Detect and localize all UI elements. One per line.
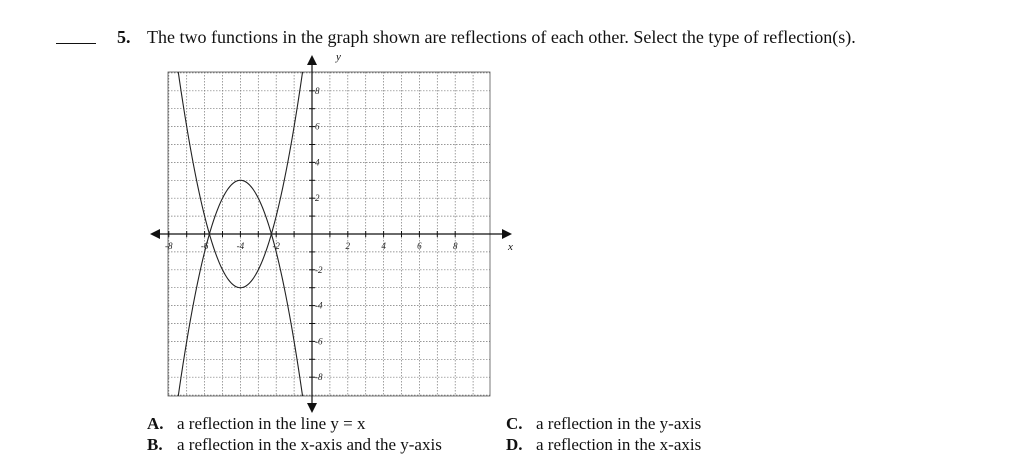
y-axis-label: y [336, 51, 341, 63]
x-tick-label: 8 [452, 241, 458, 251]
x-tick-label: 2 [345, 241, 351, 251]
choice-d-letter: D. [506, 435, 523, 454]
choice-c-letter: C. [506, 414, 523, 433]
y-axis-down-arrow [307, 403, 317, 413]
y-tick-label: 2 [315, 193, 320, 204]
question-number: 5. [117, 27, 131, 47]
x-tick-label: -2 [272, 241, 280, 251]
choice-b[interactable] [147, 435, 442, 455]
y-tick-label: 8 [315, 85, 320, 96]
choice-c-text: a reflection in the y-axis [536, 414, 702, 433]
x-axis-label: x [508, 241, 513, 253]
x-axis-right-arrow [502, 229, 512, 239]
question-text: The two functions in the graph shown are reflections of each other. Select the type of reflection(s). [147, 27, 856, 47]
choice-a[interactable] [147, 414, 366, 434]
choice-b-text: a reflection in the x-axis and the y-axis [177, 435, 442, 454]
y-axis-up-arrow [307, 55, 317, 65]
x-tick-label: -4 [236, 241, 245, 251]
choice-a-text: a reflection in the line y = x [177, 414, 366, 433]
y-tick-label: -8 [315, 372, 323, 383]
x-tick-label: 4 [381, 241, 386, 251]
y-tick-label: 4 [315, 157, 320, 168]
y-tick-label: -4 [315, 300, 323, 311]
x-axis-left-arrow [150, 229, 160, 239]
choice-d-text: a reflection in the x-axis [536, 435, 702, 454]
x-tick-label: 6 [417, 241, 422, 251]
y-tick-label: -2 [315, 264, 323, 275]
choice-a-letter: A. [147, 414, 164, 433]
x-tick-label: -8 [165, 241, 173, 251]
choice-c[interactable] [506, 414, 701, 434]
choice-d[interactable] [506, 435, 701, 455]
y-tick-label: -6 [315, 336, 323, 347]
choice-b-letter: B. [147, 435, 163, 454]
y-tick-label: 6 [315, 121, 320, 132]
x-tick-label: -6 [200, 241, 209, 251]
